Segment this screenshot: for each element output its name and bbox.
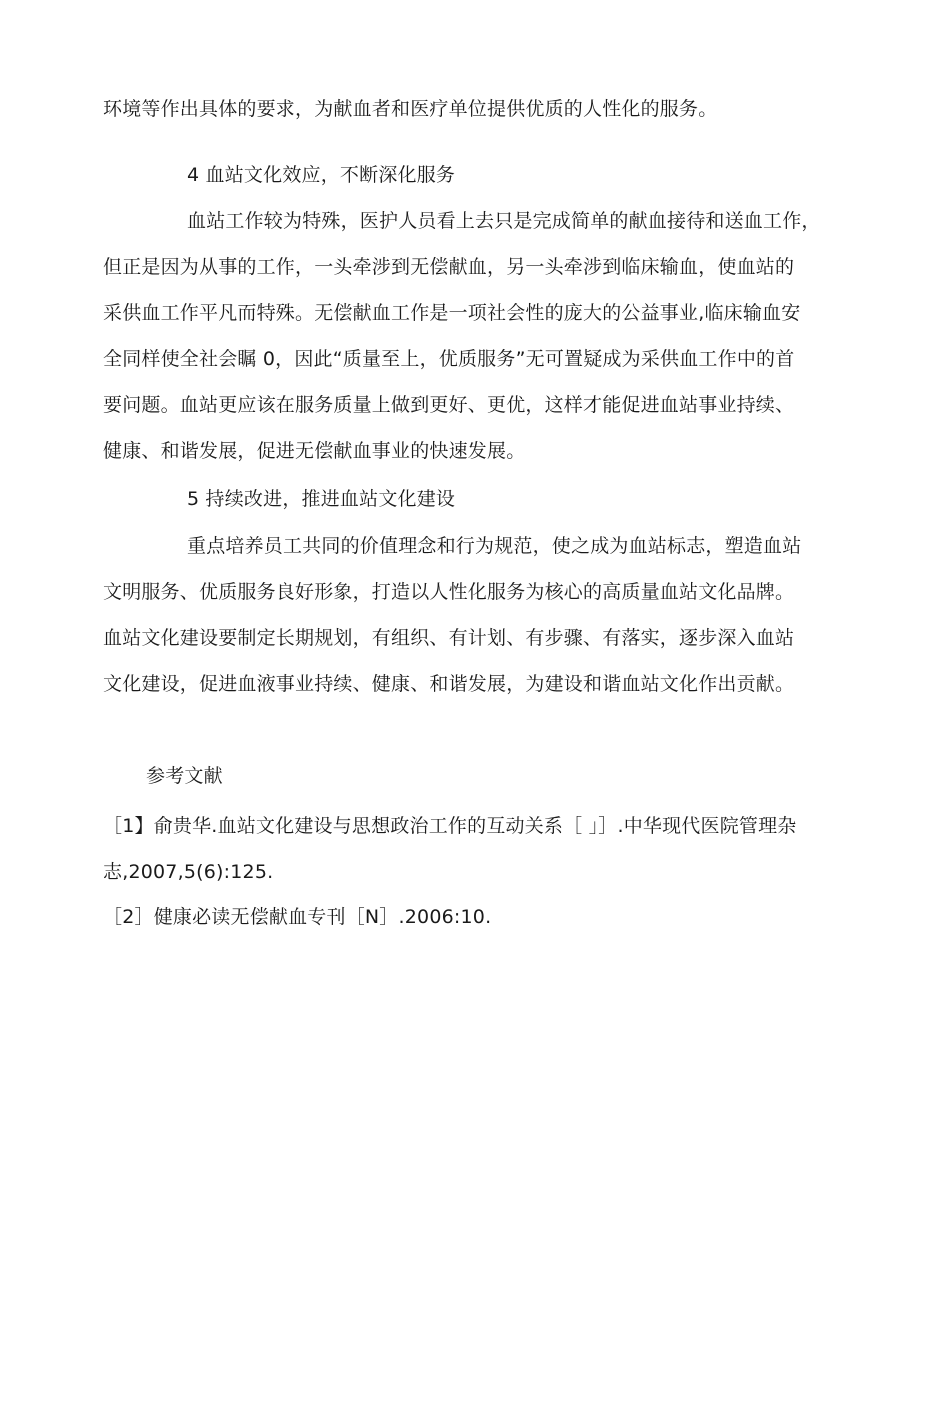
paragraph-line: 血站文化建设要制定长期规划，有组织、有计划、有步骤、有落实，逐步深入血站 (103, 627, 795, 649)
paragraph-line: 血站工作较为特殊，医护人员看上去只是完成简单的献血接待和送血工作， (187, 210, 821, 232)
references-title: 参考文献 (146, 765, 223, 787)
paragraph-line: 采供血工作平凡而特殊。无偿献血工作是一项社会性的庞大的公益事业,临床输血安 (103, 302, 801, 324)
reference-line: ［1】俞贵华.血站文化建设与思想政治工作的互动关系［ 」］.中华现代医院管理杂 (103, 815, 797, 837)
paragraph-line: 重点培养员工共同的价值理念和行为规范，使之成为血站标志，塑造血站 (187, 535, 802, 557)
section-5-heading: 5 持续改进，推进血站文化建设 (187, 488, 456, 510)
paragraph-line: 全同样使全社会瞩 0，因此“质量至上，优质服务”无可置疑成为采供血工作中的首 (103, 348, 795, 370)
paragraph-line: 文明服务、优质服务良好形象，打造以人性化服务为核心的高质量血站文化品牌。 (103, 581, 795, 603)
paragraph-line: 要问题。血站更应该在服务质量上做到更好、更优，这样才能促进血站事业持续、 (103, 394, 795, 416)
intro-paragraph-tail: 环境等作出具体的要求，为献血者和医疗单位提供优质的人性化的服务。 (103, 98, 718, 120)
paragraph-line: 但正是因为从事的工作，一头牵涉到无偿献血，另一头牵涉到临床输血，使血站的 (103, 256, 795, 278)
paragraph-line: 健康、和谐发展，促进无偿献血事业的快速发展。 (103, 440, 526, 462)
reference-line: 志,2007,5(6):125. (103, 861, 274, 883)
reference-line: ［2］健康必读无偿献血专刊［N］.2006:10. (103, 906, 492, 928)
paragraph-line: 文化建设，促进血液事业持续、健康、和谐发展，为建设和谐血站文化作出贡献。 (103, 673, 795, 695)
section-4-heading: 4 血站文化效应，不断深化服务 (187, 164, 456, 186)
